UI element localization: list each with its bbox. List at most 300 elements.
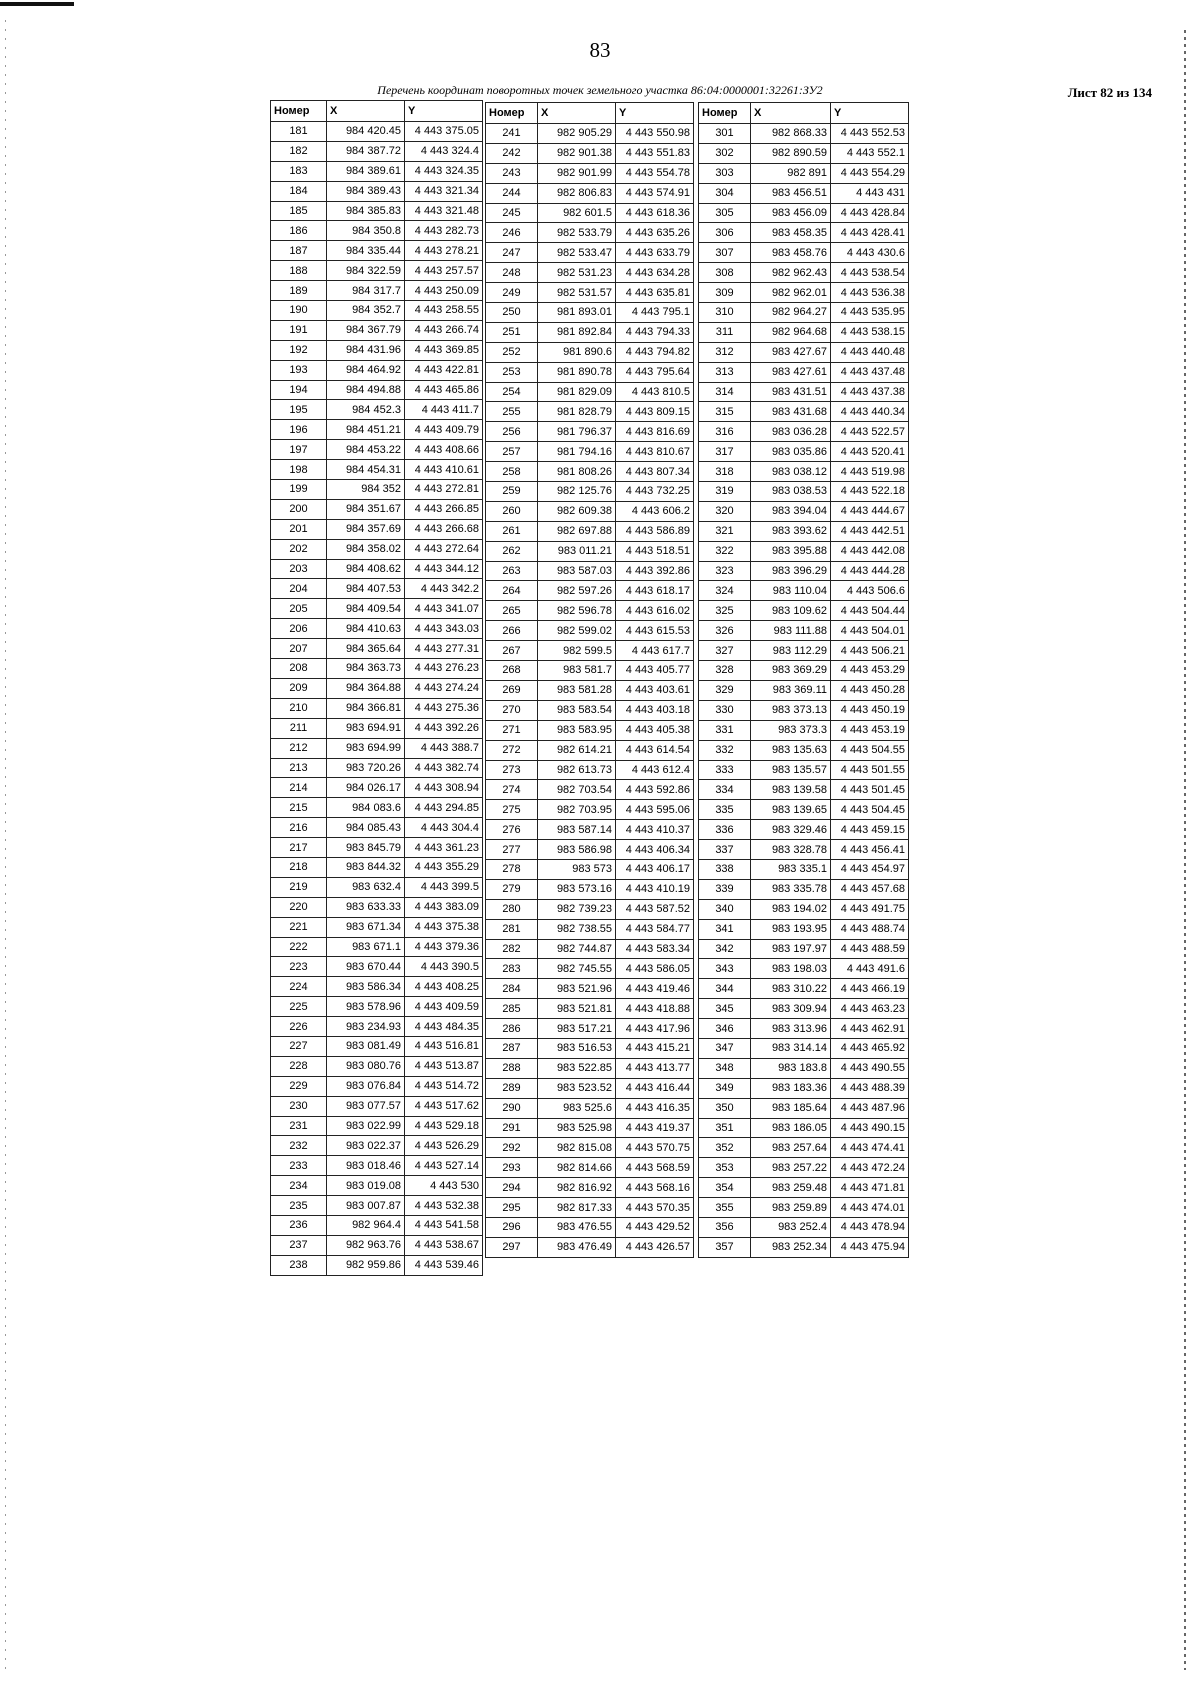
- table-row: [486, 919, 694, 939]
- y-coordinate: 4 443 484.35: [405, 1017, 483, 1037]
- x-coordinate: 983 112.29: [751, 641, 831, 661]
- x-coordinate: 983 458.76: [751, 243, 831, 263]
- table-row: [271, 1176, 483, 1196]
- table-row: [699, 482, 909, 502]
- point-number: 197: [271, 440, 327, 460]
- table-row: [271, 340, 483, 360]
- point-number: 334: [699, 780, 751, 800]
- table-row: [271, 758, 483, 778]
- x-coordinate: 983 329.46: [751, 820, 831, 840]
- x-coordinate: 983 587.03: [538, 561, 616, 581]
- point-number: 318: [699, 462, 751, 482]
- table-row: [486, 322, 694, 342]
- x-coordinate: 982 962.01: [751, 283, 831, 303]
- x-coordinate: 982 609.38: [538, 501, 616, 521]
- x-coordinate: 983 135.57: [751, 760, 831, 780]
- y-coordinate: 4 443 266.68: [405, 519, 483, 539]
- table-row: [486, 601, 694, 621]
- point-number: 278: [486, 859, 538, 879]
- point-number: 221: [271, 917, 327, 937]
- x-coordinate: 983 583.54: [538, 700, 616, 720]
- point-number: 242: [486, 143, 538, 163]
- table-row: [486, 183, 694, 203]
- y-coordinate: 4 443 343.03: [405, 619, 483, 639]
- table-row: [486, 143, 694, 163]
- point-number: 244: [486, 183, 538, 203]
- table-row: [699, 203, 909, 223]
- point-number: 230: [271, 1096, 327, 1116]
- x-coordinate: 983 694.99: [327, 738, 405, 758]
- table-row: [271, 301, 483, 321]
- table-row: [271, 400, 483, 420]
- point-number: 235: [271, 1196, 327, 1216]
- y-coordinate: 4 443 570.75: [616, 1138, 694, 1158]
- point-number: 226: [271, 1017, 327, 1037]
- point-number: 204: [271, 579, 327, 599]
- y-coordinate: 4 443 426.57: [616, 1237, 694, 1257]
- table-row: [699, 581, 909, 601]
- table-row: [271, 539, 483, 559]
- table-row: [486, 1038, 694, 1058]
- y-coordinate: 4 443 614.54: [616, 740, 694, 760]
- table-row: [486, 163, 694, 183]
- header-x: X: [327, 101, 405, 122]
- table-row: [699, 919, 909, 939]
- point-number: 248: [486, 263, 538, 283]
- y-coordinate: 4 443 617.7: [616, 641, 694, 661]
- x-coordinate: 984 408.62: [327, 559, 405, 579]
- x-coordinate: 983 259.89: [751, 1198, 831, 1218]
- table-row: [271, 161, 483, 181]
- table-row: [699, 541, 909, 561]
- y-coordinate: 4 443 277.31: [405, 639, 483, 659]
- table-row: [699, 1058, 909, 1078]
- x-coordinate: 981 890.78: [538, 362, 616, 382]
- table-row: [486, 1019, 694, 1039]
- x-coordinate: 983 523.52: [538, 1078, 616, 1098]
- point-number: 225: [271, 997, 327, 1017]
- x-coordinate: 982 703.54: [538, 780, 616, 800]
- y-coordinate: 4 443 410.19: [616, 879, 694, 899]
- table-row: [271, 480, 483, 500]
- y-coordinate: 4 443 504.44: [831, 601, 909, 621]
- point-number: 353: [699, 1158, 751, 1178]
- x-coordinate: 984 385.83: [327, 201, 405, 221]
- x-coordinate: 983 845.79: [327, 838, 405, 858]
- y-coordinate: 4 443 383.09: [405, 897, 483, 917]
- x-coordinate: 983 186.05: [751, 1118, 831, 1138]
- table-row: [699, 1038, 909, 1058]
- y-coordinate: 4 443 442.08: [831, 541, 909, 561]
- table-row: [486, 223, 694, 243]
- point-number: 293: [486, 1158, 538, 1178]
- point-number: 297: [486, 1237, 538, 1257]
- x-coordinate: 984 026.17: [327, 778, 405, 798]
- x-coordinate: 984 453.22: [327, 440, 405, 460]
- y-coordinate: 4 443 541.58: [405, 1215, 483, 1235]
- x-coordinate: 983 522.85: [538, 1058, 616, 1078]
- y-coordinate: 4 443 462.91: [831, 1019, 909, 1039]
- point-number: 351: [699, 1118, 751, 1138]
- point-number: 287: [486, 1038, 538, 1058]
- point-number: 217: [271, 838, 327, 858]
- y-coordinate: 4 443 506.6: [831, 581, 909, 601]
- point-number: 253: [486, 362, 538, 382]
- point-number: 282: [486, 939, 538, 959]
- table-row: [486, 442, 694, 462]
- page-number: 83: [589, 38, 611, 62]
- x-coordinate: 983 257.22: [751, 1158, 831, 1178]
- point-number: 265: [486, 601, 538, 621]
- table-row: [271, 122, 483, 142]
- x-coordinate: 983 373.3: [751, 720, 831, 740]
- table-row: [271, 221, 483, 241]
- y-coordinate: 4 443 519.98: [831, 462, 909, 482]
- y-coordinate: 4 443 809.15: [616, 402, 694, 422]
- x-coordinate: 984 464.92: [327, 360, 405, 380]
- point-number: 249: [486, 283, 538, 303]
- point-number: 271: [486, 720, 538, 740]
- x-coordinate: 983 373.13: [751, 700, 831, 720]
- x-coordinate: 983 081.49: [327, 1036, 405, 1056]
- y-coordinate: 4 443 342.2: [405, 579, 483, 599]
- point-number: 223: [271, 957, 327, 977]
- table-row: [486, 1198, 694, 1218]
- point-number: 277: [486, 840, 538, 860]
- table-row: [271, 897, 483, 917]
- y-coordinate: 4 443 538.54: [831, 263, 909, 283]
- point-number: 209: [271, 678, 327, 698]
- x-coordinate: 983 581.28: [538, 680, 616, 700]
- x-coordinate: 982 739.23: [538, 899, 616, 919]
- table-row: [271, 798, 483, 818]
- x-coordinate: 983 393.62: [751, 521, 831, 541]
- point-number: 186: [271, 221, 327, 241]
- x-coordinate: 983 525.98: [538, 1118, 616, 1138]
- table-row: [699, 1138, 909, 1158]
- table-row: [699, 1198, 909, 1218]
- point-number: 274: [486, 780, 538, 800]
- x-coordinate: 983 427.67: [751, 342, 831, 362]
- point-number: 272: [486, 740, 538, 760]
- y-coordinate: 4 443 250.09: [405, 281, 483, 301]
- x-coordinate: 982 964.68: [751, 322, 831, 342]
- table-row: [699, 223, 909, 243]
- y-coordinate: 4 443 504.45: [831, 800, 909, 820]
- y-coordinate: 4 443 405.38: [616, 720, 694, 740]
- table-row: [699, 143, 909, 163]
- y-coordinate: 4 443 369.85: [405, 340, 483, 360]
- table-row: [699, 680, 909, 700]
- y-coordinate: 4 443 403.61: [616, 680, 694, 700]
- y-coordinate: 4 443 795.64: [616, 362, 694, 382]
- point-number: 350: [699, 1098, 751, 1118]
- x-coordinate: 982 905.29: [538, 124, 616, 144]
- table-row: [699, 1078, 909, 1098]
- table-row: [271, 1255, 483, 1275]
- x-coordinate: 983 335.78: [751, 879, 831, 899]
- y-coordinate: 4 443 465.92: [831, 1038, 909, 1058]
- point-number: 312: [699, 342, 751, 362]
- point-number: 237: [271, 1235, 327, 1255]
- point-number: 192: [271, 340, 327, 360]
- table-row: [699, 124, 909, 144]
- x-coordinate: 983 022.99: [327, 1116, 405, 1136]
- table-row: [271, 937, 483, 957]
- point-number: 183: [271, 161, 327, 181]
- y-coordinate: 4 443 501.45: [831, 780, 909, 800]
- table-row: [486, 382, 694, 402]
- x-coordinate: 981 808.26: [538, 462, 616, 482]
- point-number: 356: [699, 1217, 751, 1237]
- point-number: 234: [271, 1176, 327, 1196]
- table-row: [486, 1217, 694, 1237]
- y-coordinate: 4 443 488.74: [831, 919, 909, 939]
- y-coordinate: 4 443 272.64: [405, 539, 483, 559]
- x-coordinate: 984 389.43: [327, 181, 405, 201]
- table-row: [271, 659, 483, 679]
- table-row: [271, 877, 483, 897]
- point-number: 254: [486, 382, 538, 402]
- y-coordinate: 4 443 430.6: [831, 243, 909, 263]
- y-coordinate: 4 443 595.06: [616, 800, 694, 820]
- table-row: [271, 1056, 483, 1076]
- x-coordinate: 984 452.3: [327, 400, 405, 420]
- scan-edge-right: [1184, 30, 1186, 1670]
- y-coordinate: 4 443 517.62: [405, 1096, 483, 1116]
- y-coordinate: 4 443 490.55: [831, 1058, 909, 1078]
- point-number: 210: [271, 698, 327, 718]
- table-row: [271, 1196, 483, 1216]
- point-number: 195: [271, 400, 327, 420]
- table-row: [486, 1118, 694, 1138]
- table-row: [271, 320, 483, 340]
- table-row: [271, 678, 483, 698]
- table-row: [486, 243, 694, 263]
- point-number: 267: [486, 641, 538, 661]
- x-coordinate: 982 745.55: [538, 959, 616, 979]
- x-coordinate: 983 183.36: [751, 1078, 831, 1098]
- y-coordinate: 4 443 491.75: [831, 899, 909, 919]
- sheet-counter: Лист 82 из 134: [1067, 85, 1152, 100]
- x-coordinate: 983 458.35: [751, 223, 831, 243]
- x-coordinate: 983 110.04: [751, 581, 831, 601]
- point-number: 250: [486, 303, 538, 323]
- x-coordinate: 983 018.46: [327, 1156, 405, 1176]
- point-number: 181: [271, 122, 327, 142]
- header-y: Y: [405, 101, 483, 122]
- x-coordinate: 984 352: [327, 480, 405, 500]
- y-coordinate: 4 443 419.37: [616, 1118, 694, 1138]
- y-coordinate: 4 443 527.14: [405, 1156, 483, 1176]
- point-number: 332: [699, 740, 751, 760]
- point-number: 216: [271, 818, 327, 838]
- point-number: 227: [271, 1036, 327, 1056]
- y-coordinate: 4 443 810.67: [616, 442, 694, 462]
- point-number: 307: [699, 243, 751, 263]
- y-coordinate: 4 443 419.46: [616, 979, 694, 999]
- y-coordinate: 4 443 294.85: [405, 798, 483, 818]
- header-number: Номер: [486, 103, 538, 124]
- x-coordinate: 983 080.76: [327, 1056, 405, 1076]
- table-row: [699, 740, 909, 760]
- table-row: [699, 362, 909, 382]
- point-number: 182: [271, 141, 327, 161]
- y-coordinate: 4 443 379.36: [405, 937, 483, 957]
- point-number: 330: [699, 700, 751, 720]
- table-row: [699, 303, 909, 323]
- point-number: 224: [271, 977, 327, 997]
- x-coordinate: 982 806.83: [538, 183, 616, 203]
- x-coordinate: 983 313.96: [751, 1019, 831, 1039]
- table-row: [271, 579, 483, 599]
- table-row: [271, 1036, 483, 1056]
- x-coordinate: 982 901.38: [538, 143, 616, 163]
- y-coordinate: 4 443 471.81: [831, 1178, 909, 1198]
- point-number: 337: [699, 840, 751, 860]
- table-row: [699, 402, 909, 422]
- table-row: [271, 181, 483, 201]
- x-coordinate: 983 139.65: [751, 800, 831, 820]
- y-coordinate: 4 443 409.79: [405, 420, 483, 440]
- point-number: 355: [699, 1198, 751, 1218]
- table-row: [271, 599, 483, 619]
- table-row: [699, 1237, 909, 1257]
- table-row: [271, 857, 483, 877]
- y-coordinate: 4 443 584.77: [616, 919, 694, 939]
- x-coordinate: 984 085.43: [327, 818, 405, 838]
- x-coordinate: 983 135.63: [751, 740, 831, 760]
- y-coordinate: 4 443 554.29: [831, 163, 909, 183]
- x-coordinate: 982 533.47: [538, 243, 616, 263]
- table-row: [486, 959, 694, 979]
- y-coordinate: 4 443 794.82: [616, 342, 694, 362]
- x-coordinate: 983 720.26: [327, 758, 405, 778]
- table-row: [486, 581, 694, 601]
- y-coordinate: 4 443 618.36: [616, 203, 694, 223]
- table-row: [699, 601, 909, 621]
- point-number: 325: [699, 601, 751, 621]
- y-coordinate: 4 443 428.84: [831, 203, 909, 223]
- point-number: 257: [486, 442, 538, 462]
- x-coordinate: 983 587.14: [538, 820, 616, 840]
- point-number: 321: [699, 521, 751, 541]
- y-coordinate: 4 443 324.35: [405, 161, 483, 181]
- table-row: [486, 203, 694, 223]
- table-row: [699, 621, 909, 641]
- table-row: [699, 163, 909, 183]
- y-coordinate: 4 443 475.94: [831, 1237, 909, 1257]
- x-coordinate: 982 697.88: [538, 521, 616, 541]
- table-row: [699, 442, 909, 462]
- point-number: 284: [486, 979, 538, 999]
- y-coordinate: 4 443 501.55: [831, 760, 909, 780]
- y-coordinate: 4 443 355.29: [405, 857, 483, 877]
- point-number: 228: [271, 1056, 327, 1076]
- x-coordinate: 983 309.94: [751, 999, 831, 1019]
- x-coordinate: 983 183.8: [751, 1058, 831, 1078]
- x-coordinate: 982 599.5: [538, 641, 616, 661]
- point-number: 338: [699, 859, 751, 879]
- y-coordinate: 4 443 274.24: [405, 678, 483, 698]
- x-coordinate: 982 817.33: [538, 1198, 616, 1218]
- y-coordinate: 4 443 633.79: [616, 243, 694, 263]
- point-number: 319: [699, 482, 751, 502]
- coordinates-table-2: [485, 102, 694, 1258]
- point-number: 342: [699, 939, 751, 959]
- point-number: 327: [699, 641, 751, 661]
- x-coordinate: 983 517.21: [538, 1019, 616, 1039]
- point-number: 268: [486, 661, 538, 681]
- table-row: [699, 979, 909, 999]
- point-number: 309: [699, 283, 751, 303]
- x-coordinate: 984 367.79: [327, 320, 405, 340]
- y-coordinate: 4 443 444.28: [831, 561, 909, 581]
- header-number: Номер: [271, 101, 327, 122]
- y-coordinate: 4 443 341.07: [405, 599, 483, 619]
- x-coordinate: 983 633.33: [327, 897, 405, 917]
- x-coordinate: 983 252.34: [751, 1237, 831, 1257]
- table-row: [699, 999, 909, 1019]
- x-coordinate: 984 409.54: [327, 599, 405, 619]
- x-coordinate: 982 959.86: [327, 1255, 405, 1275]
- point-number: 280: [486, 899, 538, 919]
- table-row: [486, 283, 694, 303]
- point-number: 222: [271, 937, 327, 957]
- table-row: [271, 1017, 483, 1037]
- x-coordinate: 984 366.81: [327, 698, 405, 718]
- point-number: 255: [486, 402, 538, 422]
- table-row: [271, 380, 483, 400]
- coordinates-table-3: [698, 102, 909, 1258]
- table-row: [486, 521, 694, 541]
- y-coordinate: 4 443 552.1: [831, 143, 909, 163]
- point-number: 315: [699, 402, 751, 422]
- y-coordinate: 4 443 405.77: [616, 661, 694, 681]
- x-coordinate: 981 794.16: [538, 442, 616, 462]
- table-row: [271, 1215, 483, 1235]
- point-number: 247: [486, 243, 538, 263]
- x-coordinate: 983 038.12: [751, 462, 831, 482]
- y-coordinate: 4 443 442.51: [831, 521, 909, 541]
- scan-edge-left: [5, 20, 6, 1670]
- x-coordinate: 984 083.6: [327, 798, 405, 818]
- x-coordinate: 983 632.4: [327, 877, 405, 897]
- y-coordinate: 4 443 453.19: [831, 720, 909, 740]
- x-coordinate: 983 456.09: [751, 203, 831, 223]
- table-row: [271, 957, 483, 977]
- y-coordinate: 4 443 466.19: [831, 979, 909, 999]
- y-coordinate: 4 443 416.35: [616, 1098, 694, 1118]
- point-number: 211: [271, 718, 327, 738]
- x-coordinate: 983 194.02: [751, 899, 831, 919]
- y-coordinate: 4 443 635.81: [616, 283, 694, 303]
- y-coordinate: 4 443 583.34: [616, 939, 694, 959]
- point-number: 229: [271, 1076, 327, 1096]
- x-coordinate: 983 234.93: [327, 1017, 405, 1037]
- x-coordinate: 983 394.04: [751, 501, 831, 521]
- x-coordinate: 983 035.86: [751, 442, 831, 462]
- point-number: 264: [486, 581, 538, 601]
- table-row: [271, 997, 483, 1017]
- x-coordinate: 984 420.45: [327, 122, 405, 142]
- x-coordinate: 983 583.95: [538, 720, 616, 740]
- x-coordinate: 983 109.62: [751, 601, 831, 621]
- x-coordinate: 983 193.95: [751, 919, 831, 939]
- table-row: [699, 959, 909, 979]
- point-number: 206: [271, 619, 327, 639]
- x-coordinate: 983 257.64: [751, 1138, 831, 1158]
